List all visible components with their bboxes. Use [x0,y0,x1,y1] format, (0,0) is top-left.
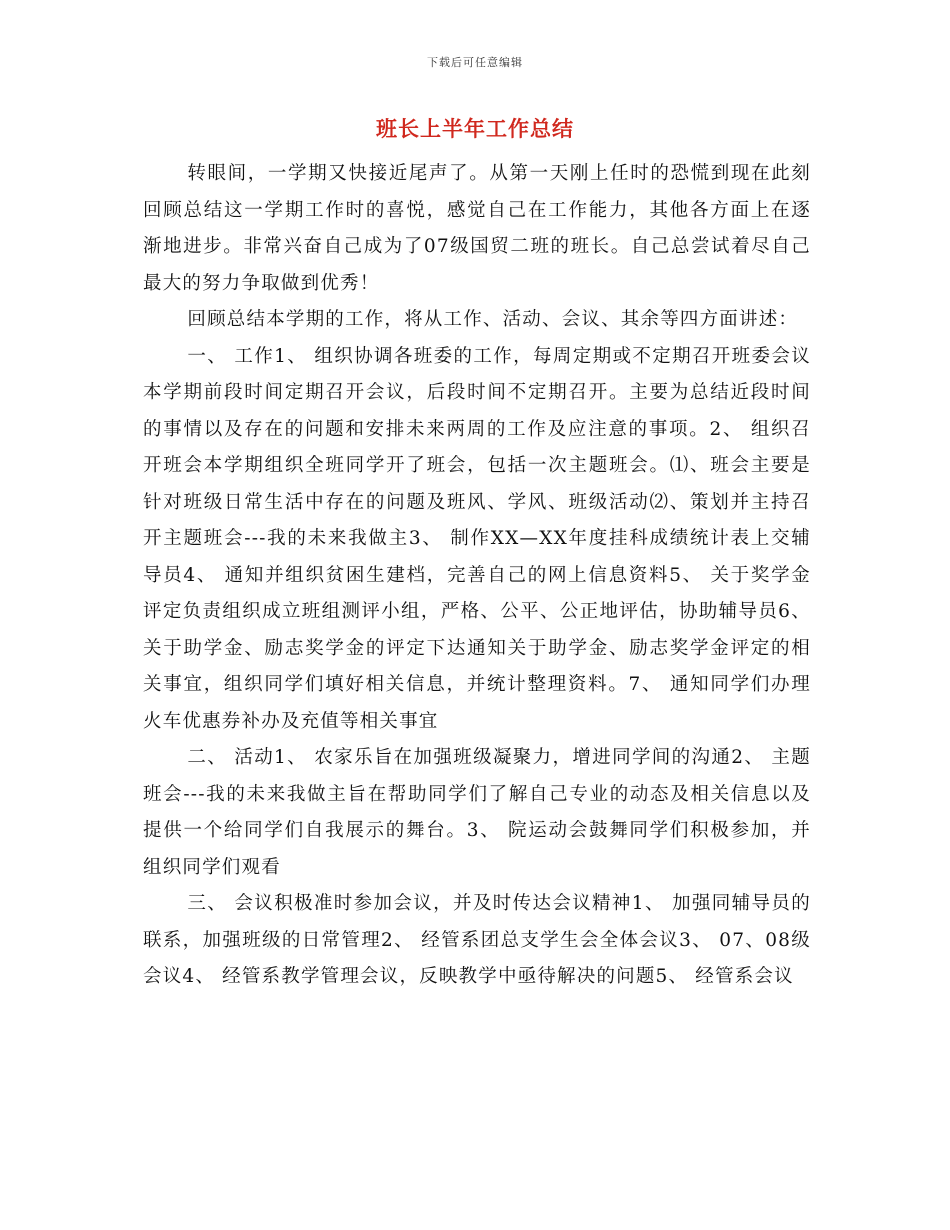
paragraph-work: 一、 工作1、 组织协调各班委的工作，每周定期或不定期召开班委会议本学期前段时间定期召开会议，后段时间不定期召开。主要为总结近段时间的事情以及存在的问题和安排未来两周的工作及应注意的事项。2、 组织召开班会本学期组织全班同学开了班会，包括一次主题班会。⑴、班会主要是针对班级日常生活中存在的问题及班风、学风、班级活动⑵、策划并主持召开主题班会---我的未来我做主3、 制作XX—XX年度挂科成绩统计表上交辅导员4、 通知并组织贫困生建档，完善自己的网上信息资料5、 关于奖学金评定负责组织成立班组测评小组，严格、公平、公正地评估，协助辅导员6、 关于助学金、励志奖学金的评定下达通知关于助学金、励志奖学金评定的相关事宜，组织同学们填好相关信息，并统计整理资料。7、 通知同学们办理火车优惠券补办及充值等相关事宜 [143,345,811,732]
header-note: 下载后可任意编辑 [427,56,523,69]
document-title: 班长上半年工作总结 [376,116,574,141]
paragraph-activities: 二、 活动1、 农家乐旨在加强班级凝聚力，增进同学间的沟通2、 主题班会---我的未来我做主旨在帮助同学们了解自己专业的动态及相关信息以及提供一个给同学们自我展示的舞台。3、 院运动会鼓舞同学们积极参加，并组织同学们观看 [143,747,811,878]
paragraph-meetings: 三、 会议积极准时参加会议，并及时传达会议精神1、 加强同辅导员的联系，加强班级的日常管理2、 经管系团总支学生会全体会议3、 07、08级会议4、 经管系教学管理会议，反映教学中亟待解决的问题5、 经管系会议 [143,893,811,987]
document-body [143,156,811,996]
paragraph-overview: 回顾总结本学期的工作，将从工作、活动、会议、其余等四方面讲述： [187,309,799,330]
paragraph-intro: 转眼间，一学期又快接近尾声了。从第一天刚上任时的恐慌到现在此刻回顾总结这一学期工作时的喜悦，感觉自己在工作能力，其他各方面上在逐渐地进步。非常兴奋自己成为了07级国贸二班的班长。自己总尝试着尽自己最大的努力争取做到优秀！ [143,163,811,294]
